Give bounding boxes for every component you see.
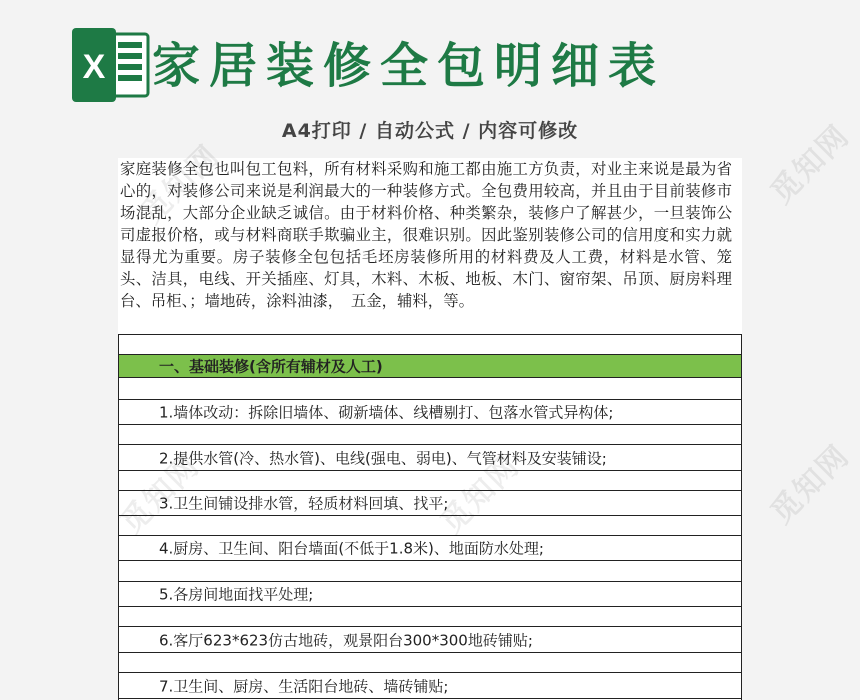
excel-icon xyxy=(72,28,150,102)
logo-letter: X xyxy=(82,48,106,86)
watermark: 觅知网 xyxy=(764,438,857,531)
header xyxy=(0,0,860,158)
table-row xyxy=(119,444,741,470)
item-text: 2.提供水管(冷、热水管)、电线(强电、弱电)、气管材料及安装铺设; xyxy=(159,449,607,467)
item-text: 3.卫生间铺设排水管，轻质材料回填、找平; xyxy=(159,494,449,513)
table-row xyxy=(119,626,741,652)
table-row xyxy=(119,581,741,606)
table-row-empty xyxy=(119,377,741,399)
intro-paragraph: 家庭装修全包也叫包工包料，所有材料采购和施工都由施工方负责，对业主来说是最为省心的，对装修公司来说是利润最大的一种装修方式。全包费用较高，并且由于目前装修市场混乱，大部分企业缺乏诚信。由于材料价格、种类繁杂，装修户了解甚少，一旦装饰公司虚报价格，或与材料商联手欺骗业主，很难识别。因此鉴别装修公司的信用度和实力就显得尤为重要。房子装修全包包括毛坯房装修所用的材料费及人工费，材料是水管、笼头、洁具，电线、开关插座、灯具，木料、木板、地板、木门、窗帘架、吊顶、厨房料理台、吊柜、；墙地砖，涂料油漆， 五金，辅料，等。 xyxy=(120,160,732,310)
table-row xyxy=(119,399,741,424)
table-row-empty xyxy=(119,652,741,672)
detail-table xyxy=(118,334,742,700)
table-row-empty xyxy=(119,560,741,581)
table-row xyxy=(119,490,741,515)
table-row-empty xyxy=(119,334,741,354)
table-row-empty xyxy=(119,424,741,444)
table-row-empty xyxy=(119,606,741,626)
table-row xyxy=(119,672,741,698)
spreadsheet-page xyxy=(118,158,742,700)
table-row xyxy=(119,535,741,560)
item-text: 1.墙体改动：拆除旧墙体、砌新墙体、线槽剔打、包落水管式异构体; xyxy=(159,403,614,422)
page-subtitle: A4打印 / 自动公式 / 内容可修改 xyxy=(281,120,579,142)
page-title: 家居装修全包明细表 xyxy=(152,38,666,94)
item-text: 6.客厅623*623仿古地砖，观景阳台300*300地砖铺贴; xyxy=(159,631,533,649)
section-title: 一、基础装修(含所有辅材及人工) xyxy=(159,357,383,376)
item-text: 4.厨房、卫生间、阳台墙面(不低于1.8米)、地面防水处理; xyxy=(159,539,544,558)
watermark: 觅知网 xyxy=(764,118,857,211)
table-row-empty xyxy=(119,470,741,490)
table-row-empty xyxy=(119,515,741,535)
section-row xyxy=(119,354,741,377)
item-text: 5.各房间地面找平处理; xyxy=(159,585,314,604)
item-text: 7.卫生间、厨房、生活阳台地砖、墙砖铺贴; xyxy=(159,677,449,695)
